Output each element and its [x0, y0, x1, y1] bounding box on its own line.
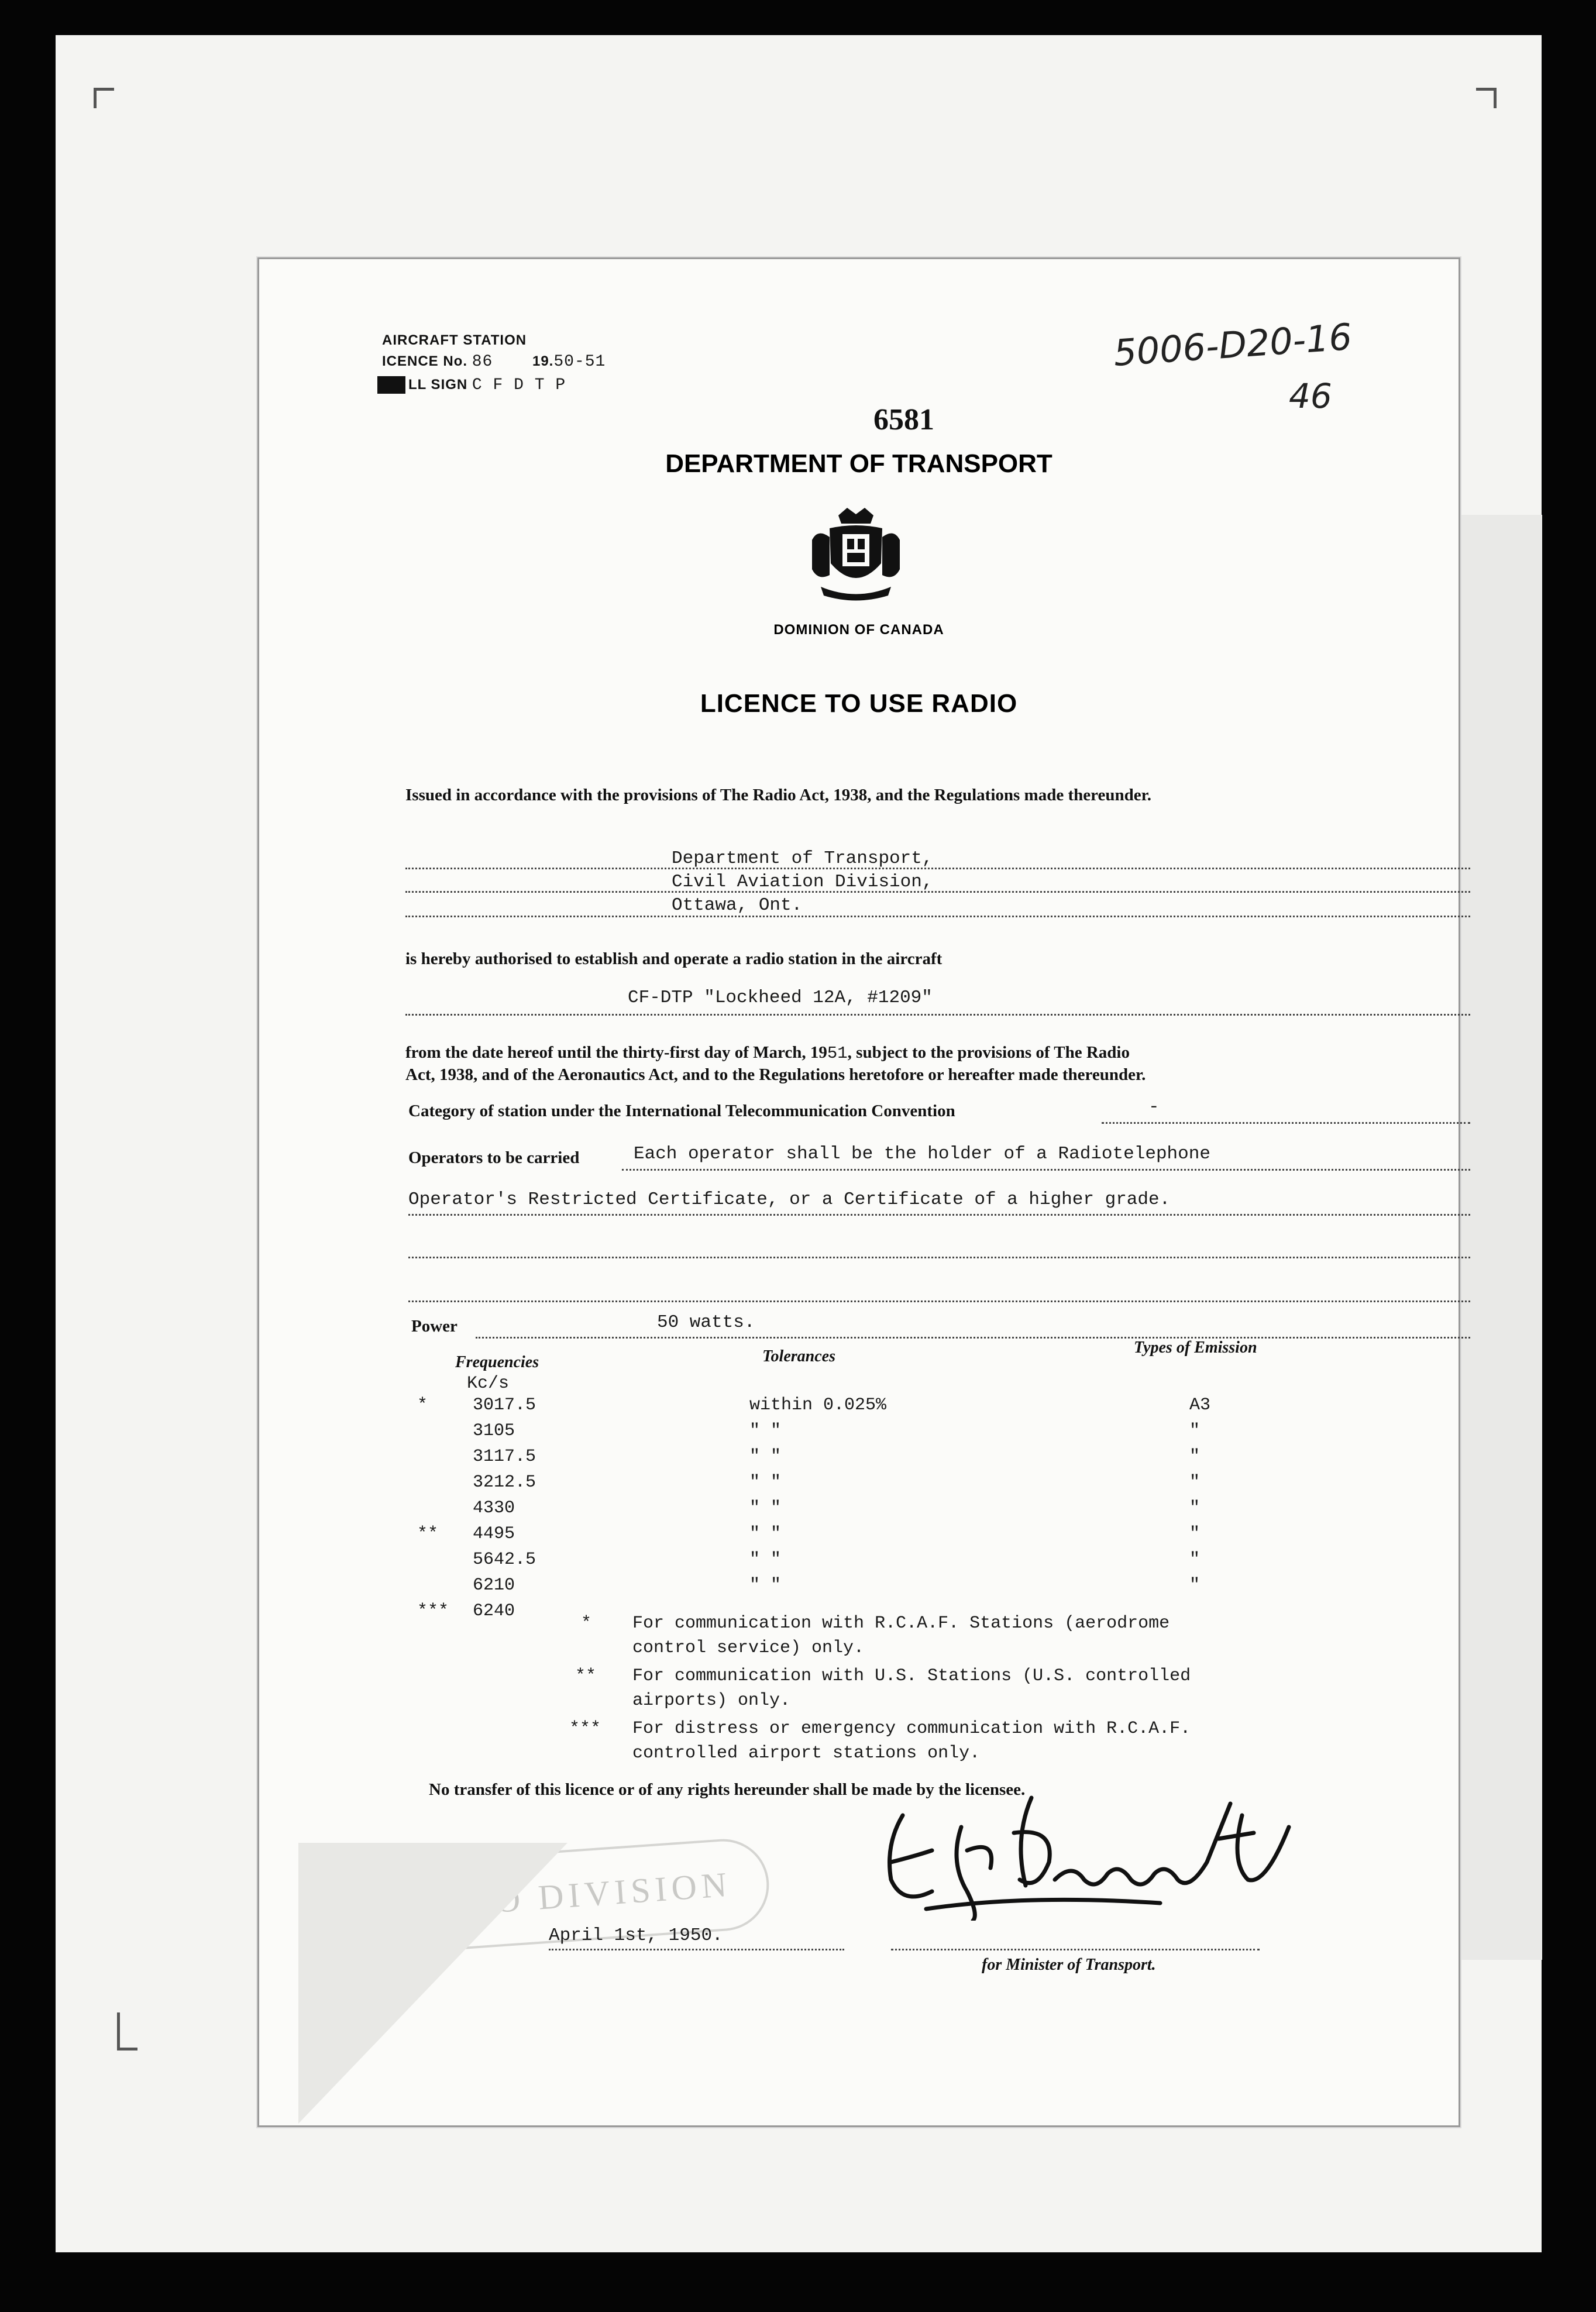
- call-sign: C F D T P: [472, 376, 566, 394]
- transfer-statement: No transfer of this licence or of any rights hereunder shall be made by the licensee.: [429, 1780, 1026, 1799]
- crop-mark: [1476, 88, 1497, 108]
- frequency-value: 3105: [473, 1421, 515, 1441]
- dotted-rule: [476, 1337, 1470, 1339]
- emission-type: ": [1189, 1524, 1201, 1544]
- emission-type: ": [1189, 1575, 1201, 1595]
- call-sign-label: LL SIGN: [408, 377, 468, 393]
- licensee-line: Ottawa, Ont.: [672, 895, 803, 916]
- call-sign-line: [408, 376, 566, 394]
- footnote-marker: *: [581, 1613, 592, 1633]
- tolerance-value: within 0.025%: [749, 1395, 887, 1415]
- dotted-rule: [405, 891, 1470, 893]
- licence-title: LICENCE TO USE RADIO: [700, 689, 1018, 718]
- validity-text-2: , subject to the provisions of The Radio: [847, 1043, 1130, 1062]
- footnote-text: For communication with U.S. Stations (U.S. controlled: [632, 1666, 1191, 1686]
- stamp-number: 6581: [873, 403, 934, 436]
- licensee-line: Civil Aviation Division,: [672, 872, 933, 892]
- emission-type: ": [1189, 1550, 1201, 1570]
- footnote-marker: ***: [569, 1719, 601, 1739]
- crop-mark: [117, 2012, 137, 2050]
- operators-requirement-2: Operator's Restricted Certificate, or a Certificate of a higher grade.: [408, 1189, 1171, 1210]
- dotted-rule: [405, 868, 1470, 869]
- dominion-label: DOMINION OF CANADA: [773, 622, 944, 638]
- crop-mark: [94, 88, 114, 108]
- licence-number-line: [382, 353, 606, 371]
- station-type: AIRCRAFT STATION: [382, 332, 527, 348]
- coat-of-arms-icon: [806, 505, 906, 607]
- emission-type: ": [1189, 1447, 1201, 1467]
- frequency-value: 5642.5: [473, 1550, 536, 1570]
- footnote-text: controlled airport stations only.: [632, 1743, 981, 1763]
- dotted-rule: [891, 1949, 1260, 1950]
- emission-type: ": [1189, 1472, 1201, 1492]
- category-value: -: [1148, 1097, 1160, 1117]
- frequency-value: 6240: [473, 1601, 515, 1621]
- footnote-marker: **: [575, 1666, 597, 1686]
- licensee-block: [672, 847, 933, 917]
- dotted-rule: [549, 1949, 844, 1950]
- dotted-rule: [1102, 1122, 1470, 1124]
- licence-year: 50-51: [553, 353, 606, 371]
- frequency-value: 4330: [473, 1498, 515, 1518]
- frequency-footnote-marker: **: [417, 1524, 439, 1544]
- footnote-text: For communication with R.C.A.F. Stations (aerodrome: [632, 1613, 1170, 1633]
- validity-line-1: [405, 1043, 1130, 1063]
- received-stamp: RADIO DIVISION: [350, 1836, 772, 1956]
- operators-requirement-1: Each operator shall be the holder of a Radiotelephone: [634, 1144, 1210, 1164]
- power-value: 50 watts.: [657, 1312, 755, 1333]
- frequency-value: 3117.5: [473, 1447, 536, 1467]
- col-tolerances: Tolerances: [762, 1347, 835, 1365]
- handwritten-reference: 5006-D20-16: [1112, 315, 1354, 375]
- aircraft-designation: CF-DTP "Lockheed 12A, #1209": [628, 988, 933, 1008]
- tolerance-value: " ": [749, 1421, 782, 1441]
- frequency-footnote-marker: ***: [417, 1601, 449, 1621]
- signature-image: [879, 1792, 1324, 1924]
- validity-text: from the date hereof until the thirty-first day of March, 19: [405, 1043, 827, 1062]
- tolerance-value: " ": [749, 1550, 782, 1570]
- handwritten-number: 46: [1289, 376, 1332, 416]
- emission-type: A3: [1189, 1395, 1211, 1415]
- col-emission: Types of Emission: [1134, 1339, 1257, 1357]
- tolerance-value: " ": [749, 1447, 782, 1467]
- redaction-mark: [377, 376, 405, 394]
- licence-label: ICENCE No.: [382, 353, 468, 369]
- department-title: DEPARTMENT OF TRANSPORT: [665, 449, 1052, 478]
- licence-number: 86: [472, 353, 493, 371]
- tolerance-value: " ": [749, 1472, 782, 1492]
- footnote-text: control service) only.: [632, 1638, 865, 1658]
- power-label: Power: [411, 1317, 458, 1336]
- frequency-value: 4495: [473, 1524, 515, 1544]
- tolerance-value: " ": [749, 1524, 782, 1544]
- dotted-rule: [408, 1214, 1470, 1216]
- licensee-line: Department of Transport,: [672, 848, 933, 869]
- authorised-statement: is hereby authorised to establish and operate a radio station in the aircraft: [405, 949, 943, 968]
- emission-type: ": [1189, 1498, 1201, 1518]
- category-label: Category of station under the International Telecommunication Convention: [408, 1102, 955, 1120]
- dotted-rule: [408, 1257, 1470, 1258]
- frequency-footnote-marker: *: [417, 1395, 428, 1415]
- dotted-rule: [405, 1014, 1470, 1016]
- issue-date: April 1st, 1950.: [549, 1925, 723, 1946]
- issued-statement: Issued in accordance with the provisions of The Radio Act, 1938, and the Regulations made thereunder.: [405, 786, 1152, 804]
- frequency-value: 3017.5: [473, 1395, 536, 1415]
- folded-corner: [298, 1843, 567, 2124]
- year-label: 19.: [532, 353, 554, 369]
- frequency-value: 6210: [473, 1575, 515, 1595]
- dotted-rule: [408, 1300, 1470, 1302]
- col-frequencies: Frequencies: [455, 1353, 539, 1371]
- frequency-unit: Kc/s: [467, 1374, 510, 1394]
- tolerance-value: " ": [749, 1498, 782, 1518]
- operators-label: Operators to be carried: [408, 1148, 580, 1167]
- footnote-text: airports) only.: [632, 1691, 791, 1711]
- frequency-value: 3212.5: [473, 1472, 536, 1492]
- signature-caption: for Minister of Transport.: [982, 1956, 1156, 1974]
- dotted-rule: [622, 1169, 1470, 1171]
- expiry-year: 51: [827, 1044, 848, 1063]
- dotted-rule: [405, 916, 1470, 917]
- footnote-text: For distress or emergency communication with R.C.A.F.: [632, 1719, 1191, 1739]
- emission-type: ": [1189, 1421, 1201, 1441]
- validity-line-2: Act, 1938, and of the Aeronautics Act, and to the Regulations heretofore or hereafter made thereunder.: [405, 1065, 1146, 1084]
- tolerance-value: " ": [749, 1575, 782, 1595]
